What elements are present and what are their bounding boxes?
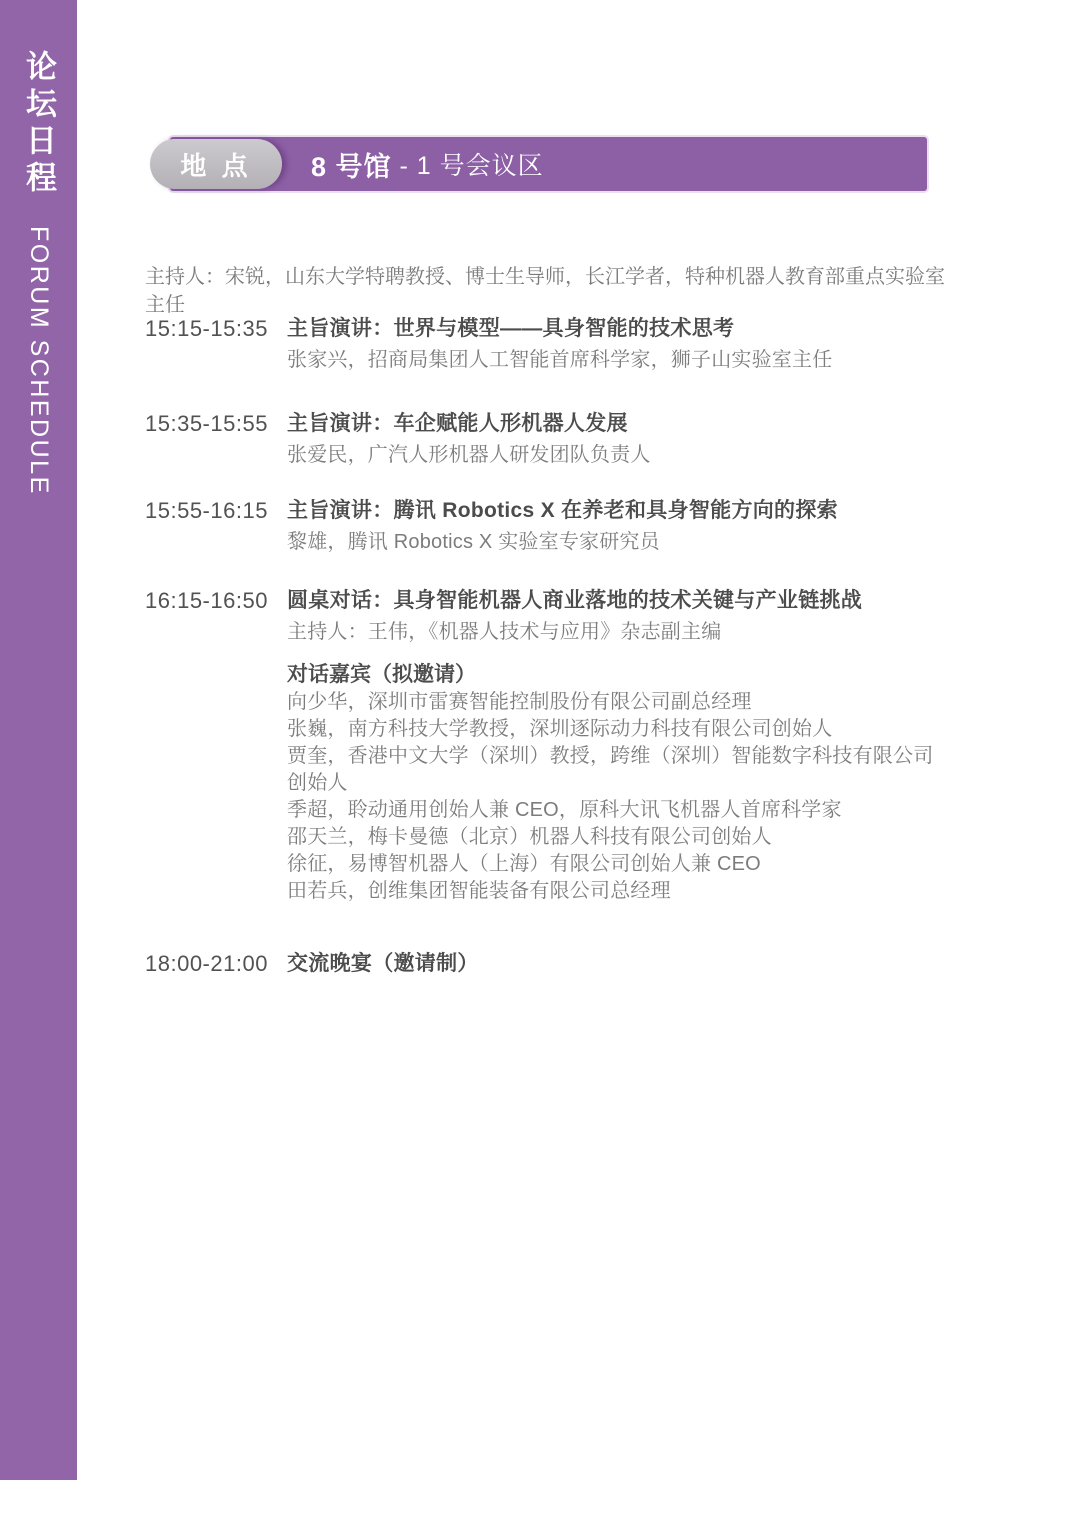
panel-guests-heading: 对话嘉宾（拟邀请）	[287, 663, 476, 686]
guest-line: 季超，聆动通用创始人兼 CEO，原科大讯飞机器人首席科学家	[287, 799, 842, 821]
session-time: 15:55-16:15	[145, 498, 268, 523]
session-time: 16:15-16:50	[145, 588, 268, 613]
session-title: 交流晚宴（邀请制）	[287, 952, 479, 975]
session-row	[145, 497, 945, 556]
session-row	[145, 950, 945, 978]
session-row	[145, 410, 945, 469]
guest-line: 田若兵，创维集团智能装备有限公司总经理	[287, 880, 671, 902]
session-content	[287, 410, 945, 469]
session-content	[287, 950, 945, 978]
side-spine	[0, 0, 77, 1480]
guest-line: 邵天兰，梅卡曼德（北京）机器人科技有限公司创始人	[287, 826, 772, 848]
session-time: 18:00-21:00	[145, 951, 268, 976]
session-speaker: 张家兴，招商局集团人工智能首席科学家，狮子山实验室主任	[287, 349, 833, 371]
panel-guests-block	[287, 661, 939, 905]
location-badge: 地 点	[150, 139, 282, 189]
spine-title-en: FORUM SCHEDULE	[25, 226, 53, 496]
guest-line: 贾奎，香港中文大学（深圳）教授，跨维（深圳）智能数字科技有限公司创始人	[287, 745, 934, 794]
moderator-line: 主持人：宋锐，山东大学特聘教授、博士生导师，长江学者，特种机器人教育部重点实验室主任	[145, 266, 945, 316]
session-title: 主旨演讲：腾讯 Robotics X 在养老和具身智能方向的探索	[287, 499, 838, 522]
session-title: 圆桌对话：具身智能机器人商业落地的技术关键与产业链挑战	[287, 589, 863, 612]
guest-line: 张巍，南方科技大学教授，深圳逐际动力科技有限公司创始人	[287, 718, 833, 740]
location-bar	[170, 137, 927, 191]
venue-area: - 1 号会议区	[399, 152, 544, 180]
session-speaker: 张爱民，广汽人形机器人研发团队负责人	[287, 444, 651, 466]
session-title: 主旨演讲：车企赋能人形机器人发展	[287, 412, 628, 435]
session-row	[145, 587, 945, 646]
session-content	[287, 497, 945, 556]
session-content	[287, 587, 945, 646]
session-time: 15:35-15:55	[145, 411, 268, 436]
session-content	[287, 315, 945, 374]
session-speaker: 黎雄，腾讯 Robotics X 实验室专家研究员	[287, 531, 660, 553]
session-moderator: 主持人：王伟，《机器人技术与应用》杂志副主编	[287, 621, 722, 643]
session-title: 主旨演讲：世界与模型——具身智能的技术思考	[287, 317, 735, 340]
session-time: 15:15-15:35	[145, 316, 268, 341]
session-row	[145, 315, 945, 374]
guest-line: 向少华，深圳市雷赛智能控制股份有限公司副总经理	[287, 691, 752, 713]
spine-title-cn: 论坛日程	[21, 50, 56, 198]
guest-line: 徐征，易博智机器人（上海）有限公司创始人兼 CEO	[287, 853, 761, 875]
venue-hall: 8 号馆	[311, 151, 392, 182]
venue-name	[311, 137, 544, 191]
